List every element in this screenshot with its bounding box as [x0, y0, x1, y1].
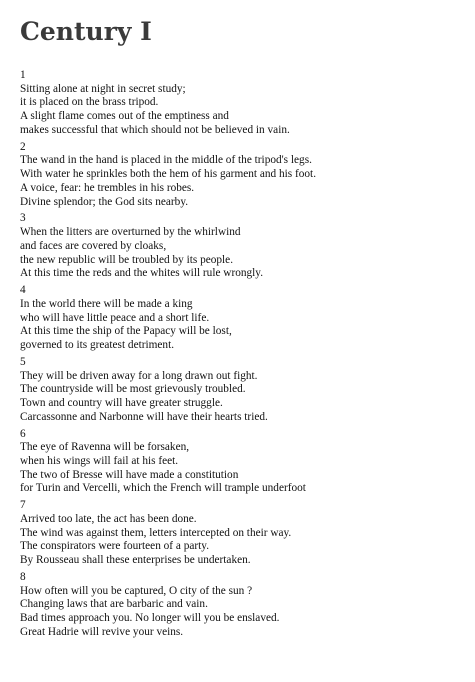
quatrain-line: The wind was against them, letters intercepted on their way.	[20, 526, 292, 539]
quatrain-line: Great Hadrie will revive your veins.	[20, 625, 184, 638]
quatrain	[20, 284, 470, 353]
quatrain-line: A slight flame comes out of the emptiness and	[20, 110, 229, 123]
quatrain-line: How often will you be captured, O city of the sun ?	[20, 584, 253, 597]
quatrain-line: for Turin and Vercelli, which the French will trample underfoot	[20, 482, 306, 495]
quatrain-line: With water he sprinkles both the hem of his garment and his foot.	[20, 168, 317, 181]
quatrain-line: When the litters are overturned by the whirlwind	[20, 226, 241, 239]
quatrain	[20, 69, 470, 138]
quatrain-line: the new republic will be troubled by its people.	[20, 253, 234, 266]
quatrain-line: A voice, fear: he trembles in his robes.	[20, 181, 195, 194]
quatrain-line: Changing laws that are barbaric and vain.	[20, 598, 208, 611]
quatrain-line: The conspirators were fourteen of a party.	[20, 540, 210, 553]
quatrain-line: it is placed on the brass tripod.	[20, 96, 159, 109]
quatrain-line: makes successful that which should not be believed in vain.	[20, 123, 290, 136]
quatrain-line: They will be driven away for a long drawn out fight.	[20, 369, 258, 382]
quatrain-line: who will have little peace and a short life.	[20, 311, 210, 324]
quatrain-line: The wand in the hand is placed in the middle of the tripod's legs.	[20, 154, 312, 167]
quatrain-line: By Rousseau shall these enterprises be undertaken.	[20, 554, 251, 567]
quatrain-line: Bad times approach you. No longer will you be enslaved.	[20, 612, 280, 625]
quatrain	[20, 428, 470, 497]
quatrain-line: Carcassonne and Narbonne will have their hearts tried.	[20, 410, 268, 423]
quatrain	[20, 499, 470, 568]
page-title: Century I	[20, 17, 152, 46]
quatrain-number: 5	[20, 355, 26, 368]
quatrain	[20, 141, 470, 210]
quatrain-line: At this time the ship of the Papacy will be lost,	[20, 325, 232, 338]
quatrain-line: Arrived too late, the act has been done.	[20, 512, 197, 525]
quatrain-number: 6	[20, 427, 26, 440]
quatrain-line: At this time the reds and the whites will rule wrongly.	[20, 267, 264, 280]
quatrain-line: Town and country will have greater struggle.	[20, 396, 223, 409]
quatrain-line: The two of Bresse will have made a constitution	[20, 468, 239, 481]
quatrain-line: Sitting alone at night in secret study;	[20, 82, 186, 95]
quatrain-line: governed to its greatest detriment.	[20, 338, 175, 351]
quatrain	[20, 356, 470, 425]
quatrain-line: and faces are covered by cloaks,	[20, 239, 167, 252]
quatrain-list	[20, 69, 470, 643]
quatrain-line: In the world there will be made a king	[20, 297, 193, 310]
quatrain-number: 7	[20, 499, 26, 512]
quatrain-line: The countryside will be most grievously troubled.	[20, 383, 246, 396]
quatrain-number: 4	[20, 284, 26, 297]
quatrain-line: Divine splendor; the God sits nearby.	[20, 195, 189, 208]
quatrain-number: 2	[20, 140, 26, 153]
quatrain-number: 3	[20, 212, 26, 225]
quatrain	[20, 571, 470, 640]
quatrain-number: 8	[20, 570, 26, 583]
quatrain-line: when his wings will fail at his feet.	[20, 454, 179, 467]
quatrain-line: The eye of Ravenna will be forsaken,	[20, 441, 190, 454]
quatrain-number: 1	[20, 69, 26, 81]
quatrain	[20, 212, 470, 281]
